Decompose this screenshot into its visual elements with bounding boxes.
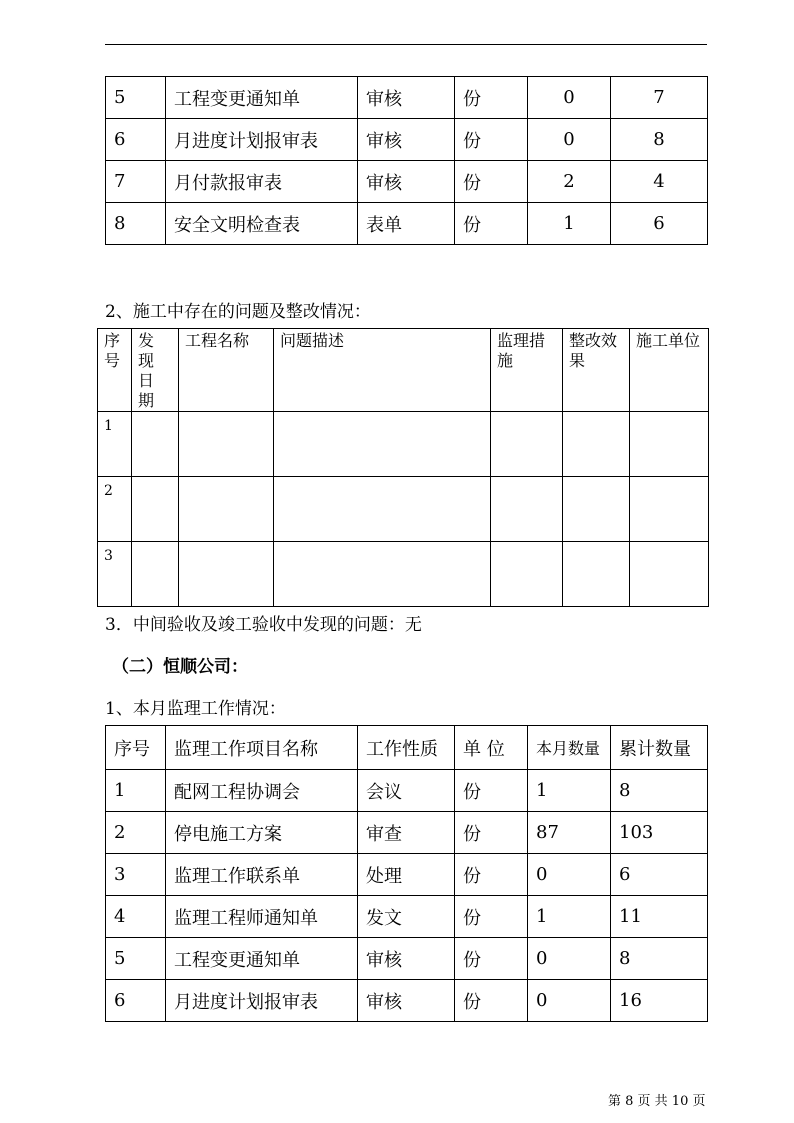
cell: 8 xyxy=(611,770,708,812)
table-row xyxy=(106,119,708,161)
table-row xyxy=(98,477,709,542)
cell: 份 xyxy=(455,896,528,938)
cell: 审核 xyxy=(358,77,455,119)
header-rule xyxy=(105,44,707,45)
cell: 停电施工方案 xyxy=(166,812,358,854)
cell: 0 xyxy=(528,938,611,980)
cell: 2 xyxy=(106,812,166,854)
cell: 6 xyxy=(106,119,166,161)
cell: 8 xyxy=(611,119,708,161)
cell: 2 xyxy=(528,161,611,203)
cell: 0 xyxy=(528,854,611,896)
cell: 份 xyxy=(455,938,528,980)
cell xyxy=(179,542,274,607)
cell xyxy=(563,542,630,607)
cell: 配网工程协调会 xyxy=(166,770,358,812)
problems-table xyxy=(97,328,709,607)
cell xyxy=(179,412,274,477)
table-row xyxy=(98,542,709,607)
cell xyxy=(563,477,630,542)
cell: 103 xyxy=(611,812,708,854)
cell: 监理工作联系单 xyxy=(166,854,358,896)
cell: 6 xyxy=(611,854,708,896)
cell: 7 xyxy=(106,161,166,203)
cell: 1 xyxy=(528,896,611,938)
cell xyxy=(563,412,630,477)
cell: 1 xyxy=(528,203,611,245)
cell: 4 xyxy=(106,896,166,938)
cell: 月付款报审表 xyxy=(166,161,358,203)
header-cell: 发现日期 xyxy=(138,331,155,410)
table-row xyxy=(106,938,708,980)
table-header-row xyxy=(98,329,709,412)
header-cell: 施工单位 xyxy=(630,329,709,412)
table-row xyxy=(98,412,709,477)
cell: 0 xyxy=(528,77,611,119)
section-title-problems: 2、施工中存在的问题及整改情况： xyxy=(105,302,371,322)
cell: 审查 xyxy=(358,812,455,854)
cell xyxy=(630,542,709,607)
cell: 监理工程师通知单 xyxy=(166,896,358,938)
cell xyxy=(274,412,491,477)
cell: 表单 xyxy=(358,203,455,245)
cell: 5 xyxy=(106,77,166,119)
cell: 11 xyxy=(611,896,708,938)
cell: 会议 xyxy=(358,770,455,812)
cell xyxy=(491,542,563,607)
company-title: （二）恒顺公司： xyxy=(112,657,248,677)
cell: 发文 xyxy=(358,896,455,938)
cell: 审核 xyxy=(358,980,455,1022)
cell: 份 xyxy=(455,770,528,812)
cell xyxy=(491,412,563,477)
section-acceptance-issues: 3．中间验收及竣工验收中发现的问题：无 xyxy=(105,615,422,635)
section-title-work: 1、本月监理工作情况： xyxy=(105,699,286,719)
header-cell: 工作性质 xyxy=(358,726,455,770)
header-cell: 工程名称 xyxy=(179,329,274,412)
table-row xyxy=(106,896,708,938)
cell xyxy=(630,477,709,542)
work-summary-table-continued xyxy=(105,76,708,245)
cell: 1 xyxy=(528,770,611,812)
cell xyxy=(132,412,179,477)
monthly-work-table xyxy=(105,725,708,1022)
header-cell: 整改效果 xyxy=(563,329,630,412)
cell: 4 xyxy=(611,161,708,203)
cell: 5 xyxy=(106,938,166,980)
cell xyxy=(491,477,563,542)
page-footer: 第 8 页 共 10 页 xyxy=(608,1094,706,1109)
cell: 份 xyxy=(455,77,528,119)
table-row xyxy=(106,980,708,1022)
header-cell: 序号 xyxy=(104,331,121,370)
cell: 审核 xyxy=(358,119,455,161)
cell: 3 xyxy=(106,854,166,896)
cell: 0 xyxy=(528,119,611,161)
header-cell: 累计数量 xyxy=(611,726,708,770)
cell: 份 xyxy=(455,854,528,896)
table-header-row xyxy=(106,726,708,770)
header-cell: 监理工作项目名称 xyxy=(166,726,358,770)
cell: 安全文明检查表 xyxy=(166,203,358,245)
cell xyxy=(274,542,491,607)
cell: 87 xyxy=(528,812,611,854)
cell: 处理 xyxy=(358,854,455,896)
cell xyxy=(274,477,491,542)
cell: 份 xyxy=(455,119,528,161)
cell: 1 xyxy=(98,412,132,477)
header-cell: 序号 xyxy=(106,726,166,770)
cell xyxy=(630,412,709,477)
cell: 份 xyxy=(455,161,528,203)
cell: 份 xyxy=(455,980,528,1022)
cell: 6 xyxy=(611,203,708,245)
table-row xyxy=(106,854,708,896)
cell: 16 xyxy=(611,980,708,1022)
table-row xyxy=(106,812,708,854)
cell xyxy=(132,542,179,607)
cell: 月进度计划报审表 xyxy=(166,119,358,161)
cell: 工程变更通知单 xyxy=(166,77,358,119)
table-row xyxy=(106,77,708,119)
cell: 3 xyxy=(98,542,132,607)
cell: 8 xyxy=(106,203,166,245)
table-row xyxy=(106,161,708,203)
cell: 1 xyxy=(106,770,166,812)
cell: 2 xyxy=(98,477,132,542)
cell: 份 xyxy=(455,203,528,245)
cell: 审核 xyxy=(358,161,455,203)
cell: 7 xyxy=(611,77,708,119)
cell: 月进度计划报审表 xyxy=(166,980,358,1022)
table-row xyxy=(106,203,708,245)
cell xyxy=(132,477,179,542)
cell: 工程变更通知单 xyxy=(166,938,358,980)
cell: 6 xyxy=(106,980,166,1022)
header-cell: 单 位 xyxy=(455,726,528,770)
cell: 审核 xyxy=(358,938,455,980)
cell xyxy=(179,477,274,542)
header-cell: 本月数量 xyxy=(528,726,611,770)
table-row xyxy=(106,770,708,812)
cell: 份 xyxy=(455,812,528,854)
header-cell: 问题描述 xyxy=(274,329,491,412)
cell: 8 xyxy=(611,938,708,980)
cell: 0 xyxy=(528,980,611,1022)
header-cell: 监理措施 xyxy=(491,329,563,412)
